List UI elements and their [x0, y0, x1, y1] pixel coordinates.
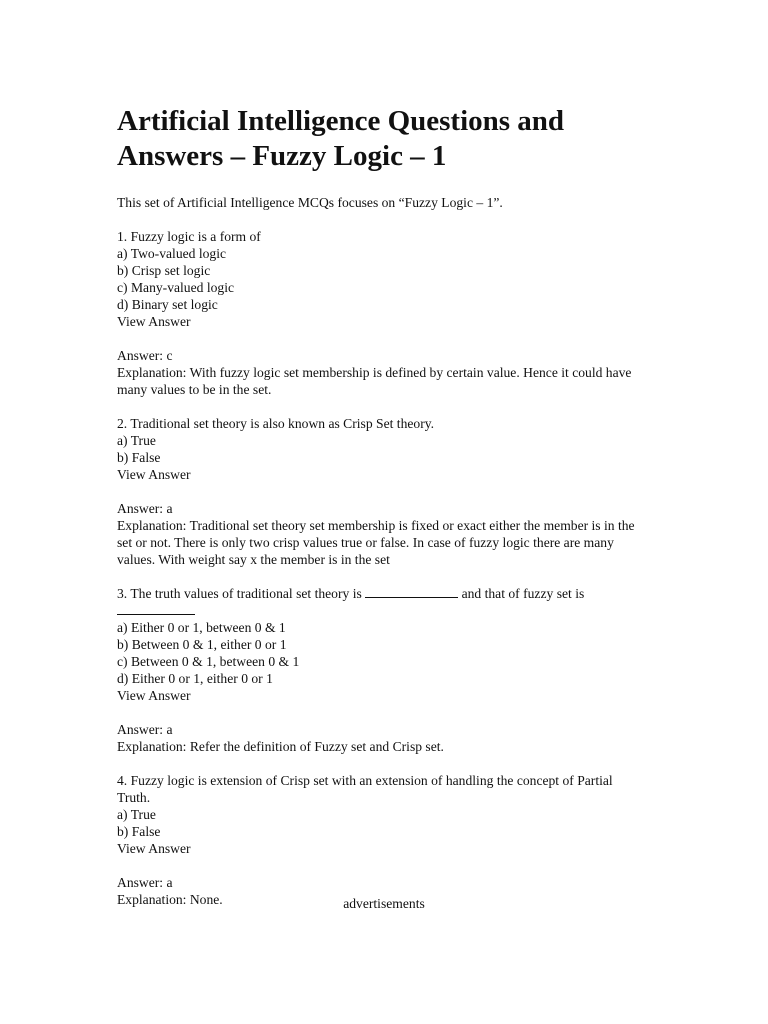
explanation-text: Explanation: Refer the definition of Fuzzy set and Crisp set.: [117, 739, 444, 754]
option-a: a) True: [117, 807, 156, 822]
view-answer-link[interactable]: View Answer: [117, 688, 191, 703]
option-b: b) False: [117, 824, 161, 839]
option-a: a) True: [117, 433, 156, 448]
explanation-text: Explanation: With fuzzy logic set membership is defined by certain value. Hence it could have many values to be in the set.: [117, 365, 632, 397]
option-d: d) Binary set logic: [117, 297, 218, 312]
document-page: [117, 104, 647, 925]
explanation-text: Explanation: Traditional set theory set membership is fixed or exact either the member is in the set or not. There is only two crisp values true or false. In case of fuzzy logic there are many values. With weight say x the member is in the set: [117, 518, 635, 567]
intro-text: This set of Artificial Intelligence MCQs focuses on “Fuzzy Logic – 1”.: [117, 195, 503, 210]
question-2: [117, 415, 647, 568]
view-answer-link[interactable]: View Answer: [117, 841, 191, 856]
explanation-text: Explanation: None.: [117, 892, 223, 907]
answer-text: Answer: a: [117, 875, 173, 890]
option-b: b) False: [117, 450, 161, 465]
question-4: [117, 772, 647, 908]
question-1: [117, 228, 647, 398]
answer-blank-2: [117, 602, 195, 615]
page-title: Artificial Intelligence Questions and Answers – Fuzzy Logic – 1: [117, 105, 565, 172]
question-text: 2. Traditional set theory is also known as Crisp Set theory.: [117, 416, 435, 431]
view-answer-link[interactable]: View Answer: [117, 314, 191, 329]
option-b: b) Between 0 & 1, either 0 or 1: [117, 637, 287, 652]
question-text: 1. Fuzzy logic is a form of: [117, 229, 261, 244]
option-d: d) Either 0 or 1, either 0 or 1: [117, 671, 273, 686]
option-c: c) Many-valued logic: [117, 280, 235, 295]
question-text-mid: and that of fuzzy set is: [461, 586, 585, 601]
question-text: 4. Fuzzy logic is extension of Crisp set with an extension of handling the concept of Partial Truth.: [117, 773, 613, 805]
answer-text: Answer: a: [117, 501, 173, 516]
answer-blank-1: [365, 585, 458, 598]
question-text-start: 3. The truth values of traditional set theory is: [117, 586, 362, 601]
answer-text: Answer: a: [117, 722, 173, 737]
option-b: b) Crisp set logic: [117, 263, 211, 278]
advertisements-label: advertisements: [343, 896, 425, 911]
option-c: c) Between 0 & 1, between 0 & 1: [117, 654, 300, 669]
answer-text: Answer: c: [117, 348, 173, 363]
question-text: [117, 585, 647, 619]
question-3: [117, 585, 647, 755]
view-answer-link[interactable]: View Answer: [117, 467, 191, 482]
option-a: a) Either 0 or 1, between 0 & 1: [117, 620, 286, 635]
option-a: a) Two-valued logic: [117, 246, 227, 261]
